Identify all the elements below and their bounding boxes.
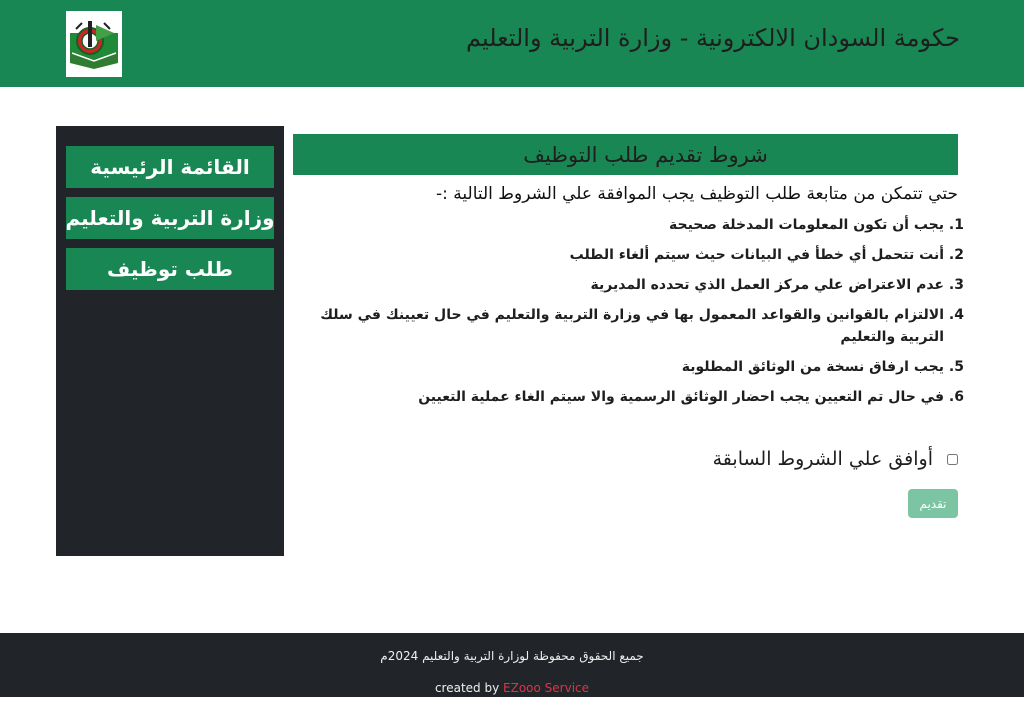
card-title xyxy=(293,134,958,175)
sidebar-item-ministry[interactable]: وزارة التربية والتعليم xyxy=(66,197,274,239)
terms-intro: حتي تتمكن من متابعة طلب التوظيف يجب الموافقة علي الشروط التالية :- xyxy=(436,184,958,204)
terms-item: 6. في حال تم التعيين يجب احضار الوثائق الرسمية والا سيتم الغاء عملية التعيين xyxy=(312,386,944,408)
agree-row xyxy=(713,448,958,470)
terms-item: 2. أنت تتحمل أي خطأ في البيانات حيث سيتم ألغاء الطلب xyxy=(312,244,944,266)
card-title-text: شروط تقديم طلب التوظيف xyxy=(523,142,768,167)
agree-checkbox[interactable] xyxy=(947,454,958,465)
agree-label[interactable]: أوافق علي الشروط السابقة xyxy=(712,448,933,470)
submit-button[interactable]: تقديم xyxy=(908,489,958,518)
site-header xyxy=(0,0,1024,87)
ministry-logo-icon[interactable] xyxy=(66,11,122,77)
footer-credit xyxy=(0,681,1024,695)
terms-item: 1. يجب أن تكون المعلومات المدخلة صحيحة xyxy=(312,214,944,236)
sidebar xyxy=(56,126,284,556)
footer-brand-link[interactable]: EZooo Service xyxy=(503,681,590,695)
footer-created-by: created by xyxy=(434,681,500,695)
terms-item: 4. الالتزام بالقوانين والقواعد المعمول بها في وزارة التربية والتعليم في حال تعيينك في سلك التربية والتعليم xyxy=(312,304,944,348)
site-footer xyxy=(0,633,1024,697)
terms-item: 5. يجب ارفاق نسخة من الوثائق المطلوبة xyxy=(312,356,944,378)
sidebar-item-job-application[interactable]: طلب توظيف xyxy=(66,248,274,290)
footer-copyright: جميع الحقوق محفوظة لوزارة التربية والتعليم 2024م xyxy=(380,649,644,663)
terms-item: 3. عدم الاعتراض علي مركز العمل الذي تحدده المديرية xyxy=(312,274,944,296)
terms-list xyxy=(312,214,958,416)
sidebar-item-main-menu[interactable]: القائمة الرئيسية xyxy=(66,146,274,188)
header-title: حكومة السودان الالكترونية - وزارة التربية والتعليم xyxy=(465,24,960,52)
